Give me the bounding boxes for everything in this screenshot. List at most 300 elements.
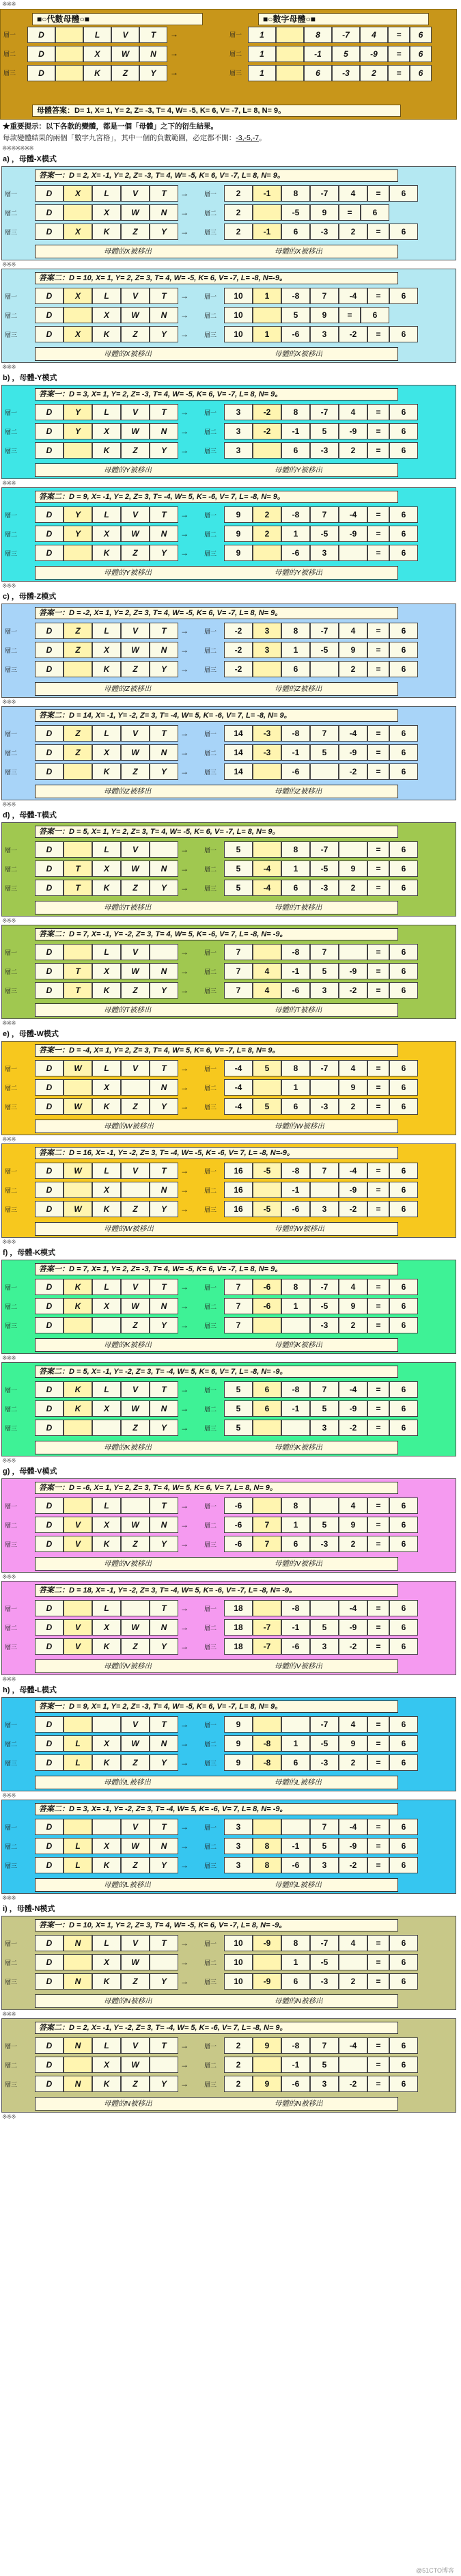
answer-footer [35, 1994, 398, 2008]
algebra-cell: W [121, 860, 150, 877]
algebra-cell: D [35, 404, 64, 420]
number-cells [224, 880, 418, 896]
algebra-cell [64, 1600, 92, 1616]
answer-title: 答案二：D = 14, X= -1, Y= -2, Z= 3, T= -4, W= 5, K= -6, V= 7, L= -8, N= 9。 [35, 709, 398, 722]
answer-row [2, 1599, 456, 1618]
arrow-icon: → [180, 729, 188, 738]
number-cells [224, 1400, 418, 1417]
number-cell: = [367, 661, 389, 677]
algebra-cell: L [92, 841, 121, 858]
algebra-cell: Z [121, 1420, 150, 1436]
number-cell: 6 [389, 661, 418, 677]
number-cell: 5 [281, 307, 310, 323]
answer-row [2, 1277, 456, 1297]
number-cell: = [367, 944, 389, 960]
row-label: 層二 [204, 1625, 217, 1631]
algebra-cell: N [64, 2076, 92, 2092]
algebra-cell: T [139, 27, 167, 43]
row-label: 層三 [204, 769, 217, 776]
row-label: 層一 [5, 293, 18, 300]
algebra-cells [35, 506, 191, 523]
algebra-cell: W [121, 204, 150, 221]
answer-box [1, 706, 456, 800]
number-cell: -2 [339, 982, 367, 999]
number-cell: -9 [339, 1182, 367, 1198]
number-cell: 4 [339, 1716, 367, 1733]
number-cell: 14 [224, 725, 253, 742]
footer-left: 母體的L被移出 [104, 1778, 151, 1787]
algebra-cell: L [92, 725, 121, 742]
answer-footer [35, 245, 398, 258]
number-cell: 4 [339, 404, 367, 420]
row-label: 層一 [204, 731, 217, 737]
row-label: 層一 [5, 1387, 18, 1394]
number-cell: -8 [281, 506, 310, 523]
algebra-cell: V [121, 506, 150, 523]
answer-row [2, 403, 456, 422]
number-cell [253, 307, 281, 323]
algebra-cell [64, 1079, 92, 1096]
number-cell: = [367, 1973, 389, 1990]
number-cell: 6 [389, 982, 418, 999]
number-cell [253, 661, 281, 677]
arrow-icon: → [180, 291, 188, 301]
row-label: 層一 [204, 1168, 217, 1175]
row-label: 層二 [5, 1187, 18, 1194]
number-cell: 6 [281, 223, 310, 240]
row-label: 層一 [5, 191, 18, 198]
algebra-cell: T [150, 185, 178, 202]
number-cell: = [367, 2057, 389, 2073]
number-cells [224, 1735, 418, 1752]
row-label: 層二 [5, 429, 18, 435]
algebra-cell: L [64, 1838, 92, 1854]
number-cells [224, 326, 418, 342]
number-cell: -1 [281, 1838, 310, 1854]
row-label: 層一 [5, 1605, 18, 1612]
algebra-cell [64, 661, 92, 677]
number-cells [224, 1716, 418, 1733]
algebra-cell [64, 1954, 92, 1970]
row-label: 層三 [5, 885, 18, 892]
algebra-cells [35, 1317, 191, 1333]
row-label: 層三 [229, 70, 242, 77]
number-cell: 5 [310, 1838, 339, 1854]
number-cell: 6 [410, 65, 432, 81]
algebra-cells [35, 661, 191, 677]
algebra-cell: K [92, 763, 121, 780]
number-cell: 3 [310, 1201, 339, 1217]
number-cell: 5 [253, 1098, 281, 1115]
row-label: 層二 [204, 750, 217, 757]
separator: ※※※ [2, 1792, 16, 1799]
number-cell: -5 [310, 860, 339, 877]
answer-row [2, 286, 456, 306]
algebra-cell: Y [150, 1317, 178, 1333]
number-cell: -3 [332, 65, 360, 81]
algebra-cell: Y [64, 526, 92, 542]
answer-row [2, 1380, 456, 1399]
number-cell: = [367, 1400, 389, 1417]
algebra-cell: Y [150, 1098, 178, 1115]
answer-row [2, 1199, 456, 1219]
arrow-icon: → [180, 645, 188, 655]
number-cell: = [367, 2037, 389, 2054]
algebra-matrix-title: ■○代數母體○■ [32, 13, 203, 25]
number-cell: -6 [281, 1201, 310, 1217]
row-label: 層一 [204, 1824, 217, 1831]
number-cell: 5 [310, 1517, 339, 1533]
algebra-cell: K [92, 326, 121, 342]
number-cell: 5 [310, 1619, 339, 1636]
number-cells [224, 1619, 418, 1636]
algebra-cell [64, 2057, 92, 2073]
answer-title: 答案一：D = 5, X= 1, Y= 2, Z= 3, T= 4, W= -5, K= 6, V= -7, L= 8, N= 9。 [35, 826, 398, 838]
algebra-cell: Z [121, 880, 150, 896]
number-cell: 16 [224, 1163, 253, 1179]
algebra-cells [35, 526, 191, 542]
algebra-cell: T [150, 1163, 178, 1179]
number-cell [276, 65, 304, 81]
algebra-cells [35, 1973, 191, 1990]
algebra-cell [121, 1079, 150, 1096]
number-cells [224, 204, 389, 221]
row-label: 層一 [5, 512, 18, 519]
algebra-cell: X [83, 46, 111, 62]
row-label: 層三 [204, 885, 217, 892]
algebra-cells [35, 1497, 191, 1514]
number-cell: 6 [281, 661, 310, 677]
answer-row [2, 2055, 456, 2074]
row-label: 層三 [204, 448, 217, 455]
algebra-cell: Y [150, 1754, 178, 1771]
algebra-cell: V [121, 944, 150, 960]
number-cells [224, 1754, 418, 1771]
row-label: 層二 [204, 866, 217, 873]
footer-right: 母體的X被移出 [275, 247, 323, 256]
algebra-cell: N [150, 1400, 178, 1417]
number-cell: 4 [339, 623, 367, 639]
number-cell: 6 [389, 223, 418, 240]
row-label: 層二 [204, 1741, 217, 1748]
number-cell: -5 [310, 1735, 339, 1752]
footer-right: 母體的Z被移出 [275, 685, 322, 693]
number-cell: 8 [281, 1060, 310, 1076]
row-label: 層一 [204, 1722, 217, 1728]
algebra-cell [55, 46, 83, 62]
number-cell: 1 [248, 46, 276, 62]
arrow-icon: → [180, 1539, 188, 1549]
separator: ※※※※※※※ [2, 145, 33, 152]
footer-right: 母體的Y被移出 [275, 569, 323, 577]
algebra-cell: Y [150, 982, 178, 999]
number-cell: 9 [339, 860, 367, 877]
arrow-icon: → [180, 2079, 188, 2089]
number-cell: -9 [253, 1935, 281, 1951]
number-cell: 4 [253, 982, 281, 999]
answer-row [2, 981, 456, 1000]
algebra-cell: L [64, 1857, 92, 1873]
algebra-cell: K [64, 1279, 92, 1295]
footer-right: 母體的N被移出 [275, 1997, 323, 2005]
algebra-cell [92, 1420, 121, 1436]
answer-box [1, 269, 456, 363]
row-label: 層三 [5, 1425, 18, 1432]
number-cells [224, 423, 418, 439]
row-label: 層一 [5, 1722, 18, 1728]
number-cell: 6 [389, 744, 418, 761]
number-cell: -2 [224, 642, 253, 658]
number-cell: 7 [310, 288, 339, 304]
note-text: 每款變體結果的兩個「數字九宮格」，其中一個的負數範圍，必定都不開： [3, 134, 236, 142]
algebra-cell [64, 1716, 92, 1733]
algebra-cell: V [121, 1819, 150, 1835]
section-heading: a) ，母體-X模式 [3, 155, 57, 163]
number-cell: 1 [248, 65, 276, 81]
answer-title: 答案一：D = 7, X= 1, Y= 2, Z= -3, T= 4, W= -5, K= 6, V= -7, L= 8, N= 9。 [35, 1263, 398, 1275]
number-cell: 6 [389, 1619, 418, 1636]
number-cells [224, 642, 418, 658]
answer-title: 答案一：D = -4, X= 1, Y= 2, Z= 3, T= 4, W= 5, K= 6, V= -7, L= 8, N= 9。 [35, 1044, 398, 1057]
number-cell: 6 [410, 46, 432, 62]
separator: ※※※ [2, 1355, 16, 1361]
algebra-cell: Y [64, 404, 92, 420]
number-cell: 5 [224, 880, 253, 896]
algebra-cell: D [35, 744, 64, 761]
algebra-cell: D [35, 1163, 64, 1179]
number-cell: 7 [310, 725, 339, 742]
algebra-cell: X [92, 1400, 121, 1417]
algebra-cell: X [92, 1182, 121, 1198]
number-cell: 8 [281, 623, 310, 639]
algebra-cell [92, 1716, 121, 1733]
algebra-cell: X [92, 1517, 121, 1533]
answer-box [1, 1697, 456, 1791]
number-cell: = [339, 307, 361, 323]
row-label: 層三 [204, 666, 217, 673]
number-cell: = [367, 725, 389, 742]
number-cell: 6 [389, 545, 418, 561]
note-end: 。 [259, 134, 266, 142]
row-label: 層三 [5, 1104, 18, 1111]
number-cells [224, 963, 418, 979]
number-cell: 8 [281, 841, 310, 858]
row-label: 層一 [204, 191, 217, 198]
algebra-cells [35, 725, 191, 742]
algebra-cell: V [121, 725, 150, 742]
number-cell: = [367, 1754, 389, 1771]
number-cell: 4 [339, 1060, 367, 1076]
number-cell: -8 [281, 1600, 310, 1616]
number-cell: 6 [389, 2057, 418, 2073]
number-cell: 3 [253, 642, 281, 658]
number-cell: -7 [310, 1279, 339, 1295]
answer-row [2, 1856, 456, 1875]
row-label: 層一 [229, 31, 242, 38]
answer-box [1, 385, 456, 479]
answer-row [2, 962, 456, 981]
answer-row [2, 1715, 456, 1734]
arrow-icon: → [180, 1301, 188, 1311]
row-label: 層一 [5, 1168, 18, 1175]
number-cell: -6 [281, 545, 310, 561]
algebra-cell: K [92, 545, 121, 561]
footer-right: 母體的V被移出 [275, 1662, 323, 1670]
number-cell: 2 [339, 1536, 367, 1552]
algebra-cell: T [150, 404, 178, 420]
number-cell: -3 [310, 1754, 339, 1771]
algebra-cell: D [35, 763, 64, 780]
row-label: 層三 [204, 331, 217, 338]
number-cell: -2 [339, 1638, 367, 1655]
separator: ※※※ [2, 1676, 16, 1683]
number-cells [224, 841, 418, 858]
algebra-cell: Z [121, 1857, 150, 1873]
algebra-cell: D [35, 288, 64, 304]
algebra-cell: N [150, 1298, 178, 1314]
algebra-cells [27, 27, 181, 43]
arrow-icon: → [180, 329, 188, 339]
algebra-cell: V [121, 185, 150, 202]
row-label: 層二 [5, 312, 18, 319]
number-cell: = [367, 1600, 389, 1616]
answer-footer [35, 1776, 398, 1789]
number-cell: 2 [253, 506, 281, 523]
algebra-cell: W [121, 1838, 150, 1854]
algebra-cell: L [83, 27, 111, 43]
number-cell: -4 [339, 506, 367, 523]
number-cell: 3 [310, 2076, 339, 2092]
number-cell: 3 [224, 1838, 253, 1854]
algebra-cell: N [150, 860, 178, 877]
number-cells [224, 1838, 418, 1854]
number-cell [253, 1079, 281, 1096]
algebra-cells [35, 744, 191, 761]
algebra-cell: T [150, 288, 178, 304]
algebra-cell: D [35, 623, 64, 639]
number-cell: = [367, 1381, 389, 1398]
algebra-cell: T [150, 1381, 178, 1398]
number-cell: -6 [253, 1279, 281, 1295]
row-label: 層一 [5, 949, 18, 956]
answer-row [2, 524, 456, 543]
number-cell: -8 [281, 1381, 310, 1398]
answer-row [2, 505, 456, 524]
number-cell: 9 [224, 1754, 253, 1771]
algebra-cell: K [92, 1754, 121, 1771]
answer-row [2, 1515, 456, 1534]
algebra-cell: Z [121, 223, 150, 240]
algebra-cells [35, 1201, 191, 1217]
arrow-icon: → [180, 845, 188, 854]
arrow-icon: → [180, 767, 188, 776]
number-cell: 6 [389, 623, 418, 639]
algebra-cell: L [92, 944, 121, 960]
algebra-cell [150, 2057, 178, 2073]
answer-row [2, 640, 456, 660]
answer-title: 答案二：D = 5, X= -1, Y= -2, Z= 3, T= -4, W= 5, K= 6, V= 7, L= -8, N= -9。 [35, 1366, 398, 1378]
number-cell: -4 [224, 1098, 253, 1115]
answer-row [2, 1817, 456, 1836]
algebra-cell: W [121, 526, 150, 542]
algebra-cell: X [92, 860, 121, 877]
number-cell [253, 841, 281, 858]
number-cell [310, 1182, 339, 1198]
algebra-cell: D [35, 1600, 64, 1616]
separator: ※※※ [2, 1573, 16, 1580]
number-cell: -1 [304, 46, 332, 62]
number-cell: 6 [389, 404, 418, 420]
number-cell: 3 [310, 326, 339, 342]
number-cell: -2 [339, 1201, 367, 1217]
footer-right: 母體的T被移出 [275, 1006, 322, 1014]
algebra-cell: D [35, 423, 64, 439]
number-cell: = [367, 545, 389, 561]
number-cell: 6 [253, 1400, 281, 1417]
algebra-cells [35, 880, 191, 896]
algebra-cell: D [35, 642, 64, 658]
number-cells [224, 288, 418, 304]
number-cells [224, 725, 418, 742]
answer-title: 答案二：D = 18, X= -1, Y= -2, Z= 3, T= -4, W= 5, K= -6, V= -7, L= -8, N= -9。 [35, 1584, 398, 1597]
number-cell [253, 1716, 281, 1733]
algebra-cell: V [111, 27, 139, 43]
algebra-cells [35, 1298, 191, 1314]
algebra-cells [35, 1735, 191, 1752]
algebra-cell: D [35, 1298, 64, 1314]
algebra-cell: K [92, 1201, 121, 1217]
answer-title: 答案二：D = 3, X= -1, Y= -2, Z= 3, T= -4, W= 5, K= -6, V= 7, L= 8, N= -9。 [35, 1803, 398, 1815]
number-cells [224, 744, 418, 761]
number-cell: -1 [281, 1400, 310, 1417]
algebra-cells [35, 1163, 191, 1179]
number-row [229, 25, 455, 44]
algebra-cells [35, 1536, 191, 1552]
algebra-cell: X [64, 185, 92, 202]
algebra-cell [64, 1819, 92, 1835]
separator: ※※※ [2, 1238, 16, 1245]
answer-box [1, 822, 456, 917]
number-cell [281, 1420, 310, 1436]
row-label: 層二 [5, 968, 18, 975]
answer-title: 答案一：D = 9, X= 1, Y= 2, Z= -3, T= 4, W= -5, K= 6, V= -7, L= 8, N= 9。 [35, 1700, 398, 1713]
algebra-cells [35, 841, 191, 858]
footer-left: 母體的K被移出 [104, 1443, 152, 1452]
row-label: 層三 [5, 229, 18, 236]
row-label: 層一 [5, 2043, 18, 2050]
row-label: 層三 [204, 229, 217, 236]
number-cell: 2 [339, 1754, 367, 1771]
algebra-cells [35, 1819, 191, 1835]
number-cell: 8 [281, 185, 310, 202]
row-label: 層二 [204, 647, 217, 654]
arrow-icon: → [180, 1185, 188, 1195]
row-label: 層二 [5, 1843, 18, 1850]
algebra-cell: Z [121, 1201, 150, 1217]
number-cell: 2 [224, 2057, 253, 2073]
number-cells [224, 1954, 418, 1970]
number-cell: 6 [389, 963, 418, 979]
footer-right: 母體的L被移出 [275, 1881, 322, 1889]
number-cells [224, 1536, 418, 1552]
row-label: 層一 [204, 949, 217, 956]
algebra-cell: Y [150, 1536, 178, 1552]
answer-footer [35, 901, 398, 914]
arrow-icon: → [180, 1282, 188, 1292]
separator: ※※※ [2, 699, 16, 705]
arrow-icon: → [170, 49, 178, 58]
number-cell: 2 [224, 204, 253, 221]
